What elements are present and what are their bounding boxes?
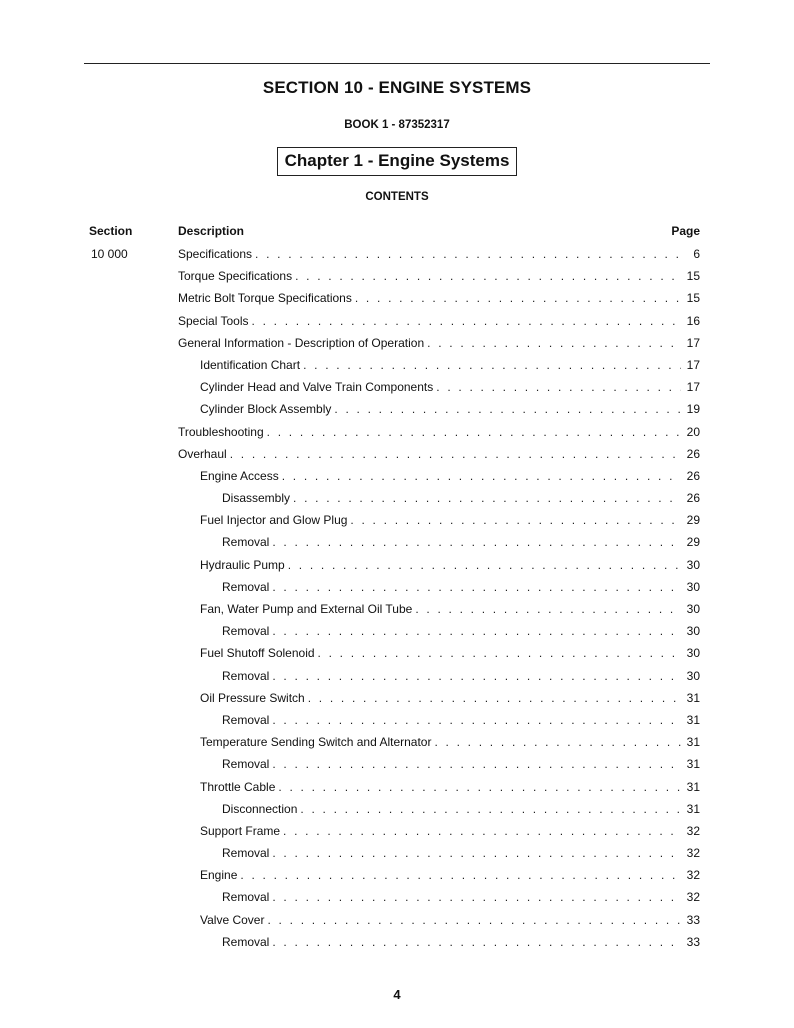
- toc-entry: [222, 531, 700, 553]
- dot-leader: [295, 265, 681, 287]
- toc-entry-title: Fuel Shutoff Solenoid: [200, 646, 315, 661]
- dot-leader: [230, 443, 681, 465]
- section-title: SECTION 10 - ENGINE SYSTEMS: [262, 78, 532, 97]
- chapter-heading-wrap: [0, 147, 794, 176]
- toc-entry: [222, 931, 700, 953]
- dot-leader: [318, 642, 681, 664]
- toc-row: [0, 265, 794, 287]
- dot-leader: [272, 709, 681, 731]
- dot-leader: [350, 509, 681, 531]
- toc-entry-title: Removal: [222, 846, 270, 861]
- dot-leader: [255, 243, 681, 265]
- toc-entry: [200, 354, 700, 376]
- toc-entry: [222, 620, 700, 642]
- toc-entry-title: Cylinder Head and Valve Train Components: [200, 380, 434, 395]
- toc-row: [0, 909, 794, 931]
- toc-entry-title: Temperature Sending Switch and Alternator: [200, 735, 432, 750]
- toc-row: [0, 931, 794, 953]
- toc-row: [0, 776, 794, 798]
- toc-row: [0, 576, 794, 598]
- toc-list: [0, 243, 794, 953]
- toc-entry-title: Specifications: [178, 247, 253, 261]
- dot-leader: [272, 753, 681, 775]
- toc-row: [0, 731, 794, 753]
- page-number: 4: [393, 987, 401, 1002]
- toc-entry-title: Engine: [200, 868, 238, 883]
- chapter-title: Chapter 1 - Engine Systems: [277, 147, 518, 176]
- toc-entry-title: Identification Chart: [200, 357, 301, 372]
- toc-entry-title: Fuel Injector and Glow Plug: [200, 513, 348, 528]
- toc-page-number: 30: [686, 668, 700, 683]
- toc-row: [0, 709, 794, 731]
- dot-leader: [434, 731, 681, 753]
- toc-entry-title: Removal: [222, 890, 270, 905]
- column-header-description: Description: [178, 224, 245, 238]
- toc-page-number: 31: [686, 690, 700, 705]
- toc-entry-title: Removal: [222, 668, 270, 683]
- toc-entry: [200, 465, 700, 487]
- toc-entry: [222, 709, 700, 731]
- toc-entry-title: Special Tools: [178, 313, 249, 328]
- toc-page-number: 30: [686, 646, 700, 661]
- toc-entry: [178, 310, 700, 332]
- column-header-page: Page: [671, 224, 700, 238]
- toc-page-number: 15: [686, 291, 700, 306]
- toc-row: [0, 421, 794, 443]
- toc-entry: [178, 421, 700, 443]
- dot-leader: [272, 620, 681, 642]
- toc-row: [0, 820, 794, 842]
- toc-row: [0, 509, 794, 531]
- toc-entry-title: Disconnection: [222, 801, 298, 816]
- dot-leader: [240, 864, 681, 886]
- toc-page-number: 31: [686, 779, 700, 794]
- dot-leader: [272, 931, 681, 953]
- toc-page-number: 30: [686, 557, 700, 572]
- toc-entry: [222, 842, 700, 864]
- dot-leader: [283, 820, 681, 842]
- toc-entry: [200, 509, 700, 531]
- toc-page-number: 31: [686, 757, 700, 772]
- toc-row: [0, 354, 794, 376]
- top-rule: [84, 63, 710, 64]
- toc-entry: [178, 443, 700, 465]
- toc-entry-title: Valve Cover: [200, 912, 265, 927]
- toc-page-number: 33: [686, 912, 700, 927]
- toc-page-number: 30: [686, 602, 700, 616]
- toc-entry-title: Removal: [222, 712, 270, 727]
- toc-entry: [178, 332, 700, 354]
- contents-heading: CONTENTS: [365, 191, 429, 203]
- toc-entry: [200, 598, 700, 620]
- toc-entry: [200, 731, 700, 753]
- dot-leader: [252, 310, 682, 332]
- dot-leader: [436, 376, 681, 398]
- dot-leader: [303, 354, 681, 376]
- toc-page-number: 17: [686, 380, 700, 395]
- toc-page-number: 32: [686, 846, 700, 861]
- toc-page-number: 32: [686, 868, 700, 883]
- toc-page-number: 31: [686, 712, 700, 727]
- toc-row: [0, 531, 794, 553]
- dot-leader: [278, 776, 681, 798]
- dot-leader: [415, 598, 681, 620]
- toc-page-number: 16: [686, 313, 700, 328]
- dot-leader: [288, 554, 681, 576]
- toc-entry: [200, 820, 700, 842]
- toc-page-number: 26: [686, 446, 700, 461]
- toc-entry-title: Throttle Cable: [200, 779, 276, 794]
- toc-row: [0, 598, 794, 620]
- toc-section-number: 10 000: [91, 247, 128, 261]
- toc-entry: [200, 642, 700, 664]
- toc-entry-title: Removal: [222, 579, 270, 594]
- dot-leader: [272, 842, 681, 864]
- dot-leader: [267, 909, 681, 931]
- toc-page-number: 15: [686, 269, 700, 284]
- toc-page-number: 17: [686, 335, 700, 350]
- toc-entry: [222, 753, 700, 775]
- dot-leader: [293, 487, 681, 509]
- toc-row: [0, 243, 794, 265]
- dot-leader: [300, 798, 681, 820]
- toc-entry-title: General Information - Description of Operation: [178, 335, 425, 350]
- toc-entry-title: Disassembly: [222, 491, 291, 506]
- toc-page-number: 6: [693, 247, 700, 261]
- dot-leader: [272, 886, 681, 908]
- toc-entry-title: Removal: [222, 624, 270, 639]
- toc-page-number: 17: [686, 357, 700, 372]
- toc-entry: [222, 487, 700, 509]
- toc-entry-title: Hydraulic Pump: [200, 557, 285, 572]
- toc-entry: [222, 665, 700, 687]
- toc-entry: [222, 576, 700, 598]
- toc-row: [0, 842, 794, 864]
- toc-entry: [200, 687, 700, 709]
- dot-leader: [427, 332, 681, 354]
- toc-row: [0, 864, 794, 886]
- toc-entry: [178, 287, 700, 309]
- toc-entry-title: Support Frame: [200, 823, 281, 838]
- toc-row: [0, 332, 794, 354]
- toc-row: [0, 554, 794, 576]
- toc-page-number: 19: [686, 402, 700, 417]
- toc-entry-title: Fan, Water Pump and External Oil Tube: [200, 602, 413, 616]
- toc-row: [0, 753, 794, 775]
- toc-page-number: 32: [686, 890, 700, 905]
- toc-row: [0, 886, 794, 908]
- toc-page-number: 26: [686, 491, 700, 506]
- dot-leader: [355, 287, 681, 309]
- toc-entry-title: Cylinder Block Assembly: [200, 402, 332, 417]
- toc-page-number: 31: [686, 735, 700, 750]
- toc-entry: [200, 554, 700, 576]
- toc-page-number: 26: [686, 468, 700, 483]
- toc-entry: [200, 776, 700, 798]
- toc-entry: [200, 376, 700, 398]
- toc-entry: [222, 798, 700, 820]
- toc-row: [0, 798, 794, 820]
- toc-page-number: 32: [686, 823, 700, 838]
- dot-leader: [272, 531, 681, 553]
- book-number: BOOK 1 - 87352317: [344, 119, 450, 131]
- toc-entry: [200, 864, 700, 886]
- toc-entry: [200, 398, 700, 420]
- toc-row: [0, 665, 794, 687]
- dot-leader: [334, 398, 681, 420]
- toc-entry-title: Torque Specifications: [178, 269, 293, 284]
- dot-leader: [282, 465, 681, 487]
- dot-leader: [272, 576, 681, 598]
- toc-row: [0, 487, 794, 509]
- toc-row: [0, 310, 794, 332]
- toc-page-number: 29: [686, 535, 700, 550]
- toc-entry-title: Metric Bolt Torque Specifications: [178, 291, 352, 306]
- toc-entry-title: Engine Access: [200, 468, 279, 483]
- column-header-section: Section: [89, 224, 133, 238]
- toc-page-number: 30: [686, 579, 700, 594]
- toc-entry-title: Removal: [222, 535, 270, 550]
- dot-leader: [272, 665, 681, 687]
- toc-page-number: 33: [686, 934, 700, 949]
- toc-page-number: 20: [686, 424, 700, 439]
- toc-row: [0, 620, 794, 642]
- toc-page-number: 30: [686, 624, 700, 639]
- dot-leader: [267, 421, 681, 443]
- toc-row: [0, 687, 794, 709]
- toc-entry-title: Removal: [222, 757, 270, 772]
- toc-entry: [200, 909, 700, 931]
- toc-page-number: 29: [686, 513, 700, 528]
- toc-row: [0, 398, 794, 420]
- toc-page-number: 31: [686, 801, 700, 816]
- toc-row: [0, 443, 794, 465]
- toc-entry-title: Troubleshooting: [178, 424, 264, 439]
- toc-entry: [222, 886, 700, 908]
- toc-row: [0, 465, 794, 487]
- dot-leader: [308, 687, 681, 709]
- toc-row: [0, 287, 794, 309]
- toc-entry: [178, 265, 700, 287]
- toc-entry-title: Oil Pressure Switch: [200, 690, 305, 705]
- toc-entry-title: Removal: [222, 934, 270, 949]
- toc-entry-title: Overhaul: [178, 446, 227, 461]
- toc-row: [0, 376, 794, 398]
- toc-entry: [178, 243, 700, 265]
- toc-row: [0, 642, 794, 664]
